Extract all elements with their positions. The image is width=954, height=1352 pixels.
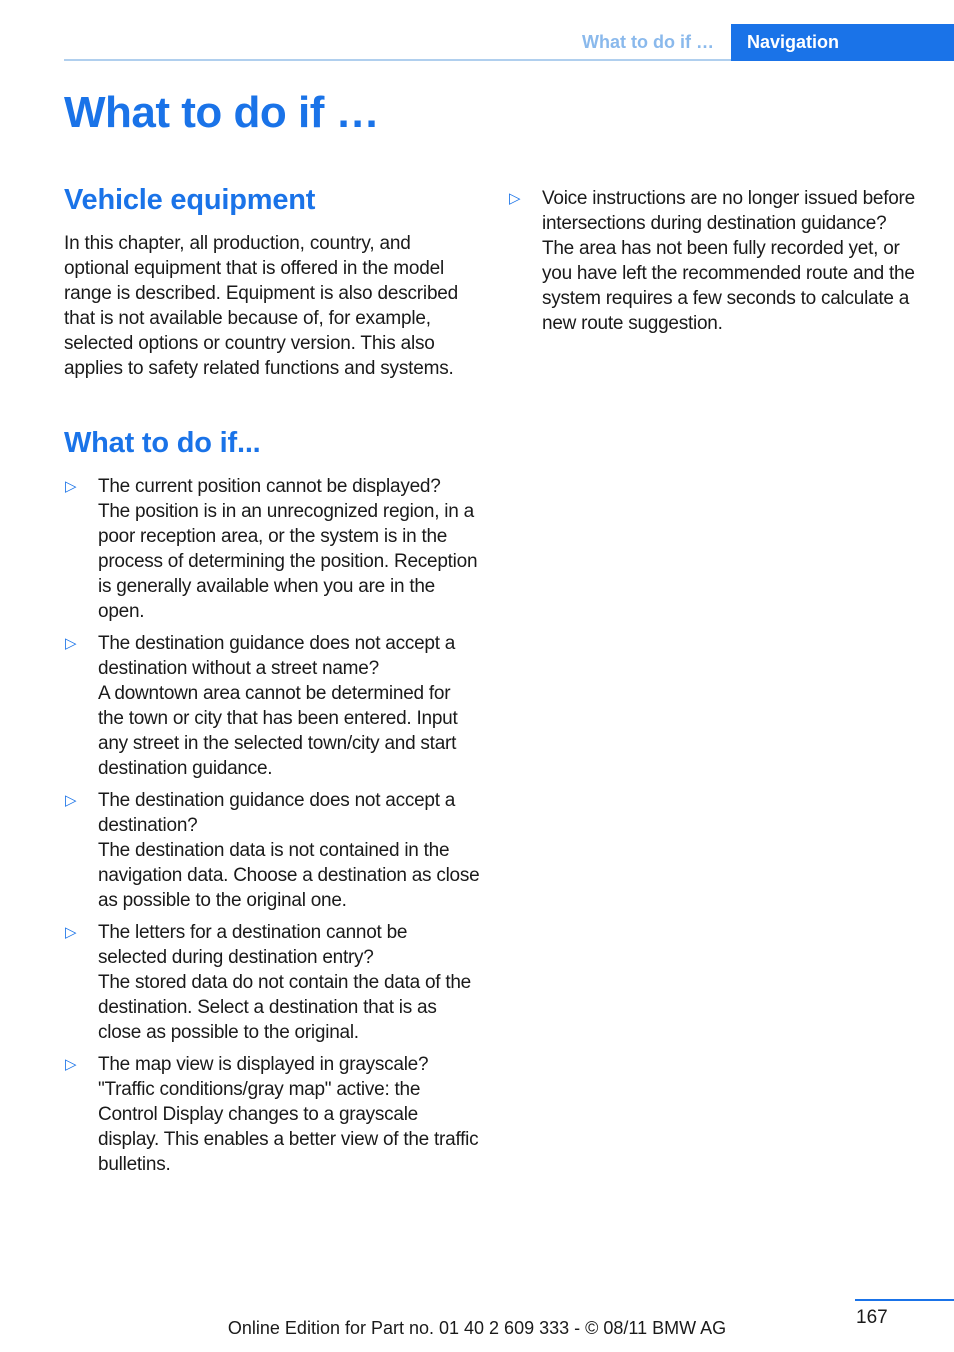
footer-rule (855, 1299, 954, 1301)
faq-answer: The position is in an unrecognized region, in a poor reception area, or the system is in the process of determining the position. Reception is generally available when you are in the open. (98, 501, 478, 622)
faq-question: The destination guidance does not accept a destination? (98, 790, 456, 836)
triangle-bullet-icon: ▷ (65, 924, 77, 941)
header-section-label[interactable]: What to do if … (582, 32, 714, 52)
vehicle-equipment-text: In this chapter, all production, country, and optional equipment that is offered in the model range is described. Equipment is also described that is not available because of, for example, selected options or country version. This also applies to safety related functions and systems. (64, 233, 459, 379)
faq-answer: A downtown area cannot be determined for the town or city that has been entered. Input any street in the selected town/city and start destination guidance. (98, 683, 458, 779)
header-tab-navigation[interactable]: Navigation (731, 24, 954, 61)
list-item (64, 631, 480, 781)
faq-answer: The stored data do not contain the data of the destination. Select a destination that is as close as possible to the original. (98, 972, 471, 1043)
faq-question: The letters for a destination cannot be selected during destination entry? (98, 922, 408, 968)
faq-list (64, 474, 480, 1177)
faq-answer: The area has not been fully recorded yet, or you have left the recommended route and the system requires a few seconds to calculate a new route suggestion. (542, 238, 915, 334)
faq-answer: "Traffic conditions/gray map" active: the Control Display changes to a grayscale display. This enables a better view of the traffic bulletins. (98, 1079, 479, 1175)
triangle-bullet-icon: ▷ (65, 478, 77, 495)
faq-question: The destination guidance does not accept a destination without a street name? (98, 633, 456, 679)
triangle-bullet-icon: ▷ (65, 792, 77, 809)
faq-question: The map view is displayed in grayscale? (98, 1054, 429, 1075)
footer-edition: Online Edition for Part no. 01 40 2 609 333 - © 08/11 BMW AG (227, 1318, 727, 1338)
list-item (64, 788, 480, 913)
triangle-bullet-icon: ▷ (65, 1056, 77, 1073)
page-number: 167 (856, 1307, 888, 1328)
list-item (64, 474, 480, 624)
faq-list-continued (508, 186, 928, 336)
list-item (64, 1052, 480, 1177)
triangle-bullet-icon: ▷ (65, 635, 77, 652)
faq-question: The current position cannot be displayed? (98, 476, 441, 497)
list-item (64, 920, 480, 1045)
faq-answer: The destination data is not contained in the navigation data. Choose a destination as close as possible to the original one. (98, 840, 480, 911)
left-column (64, 184, 480, 1184)
page-title: What to do if … (64, 88, 380, 137)
faq-question: Voice instructions are no longer issued before intersections during destination guidance? (542, 188, 915, 234)
heading-vehicle-equipment: Vehicle equipment (64, 184, 316, 216)
list-item (508, 186, 928, 336)
triangle-bullet-icon: ▷ (509, 190, 521, 207)
heading-what-to-do: What to do if... (64, 427, 261, 459)
right-column (508, 186, 928, 343)
